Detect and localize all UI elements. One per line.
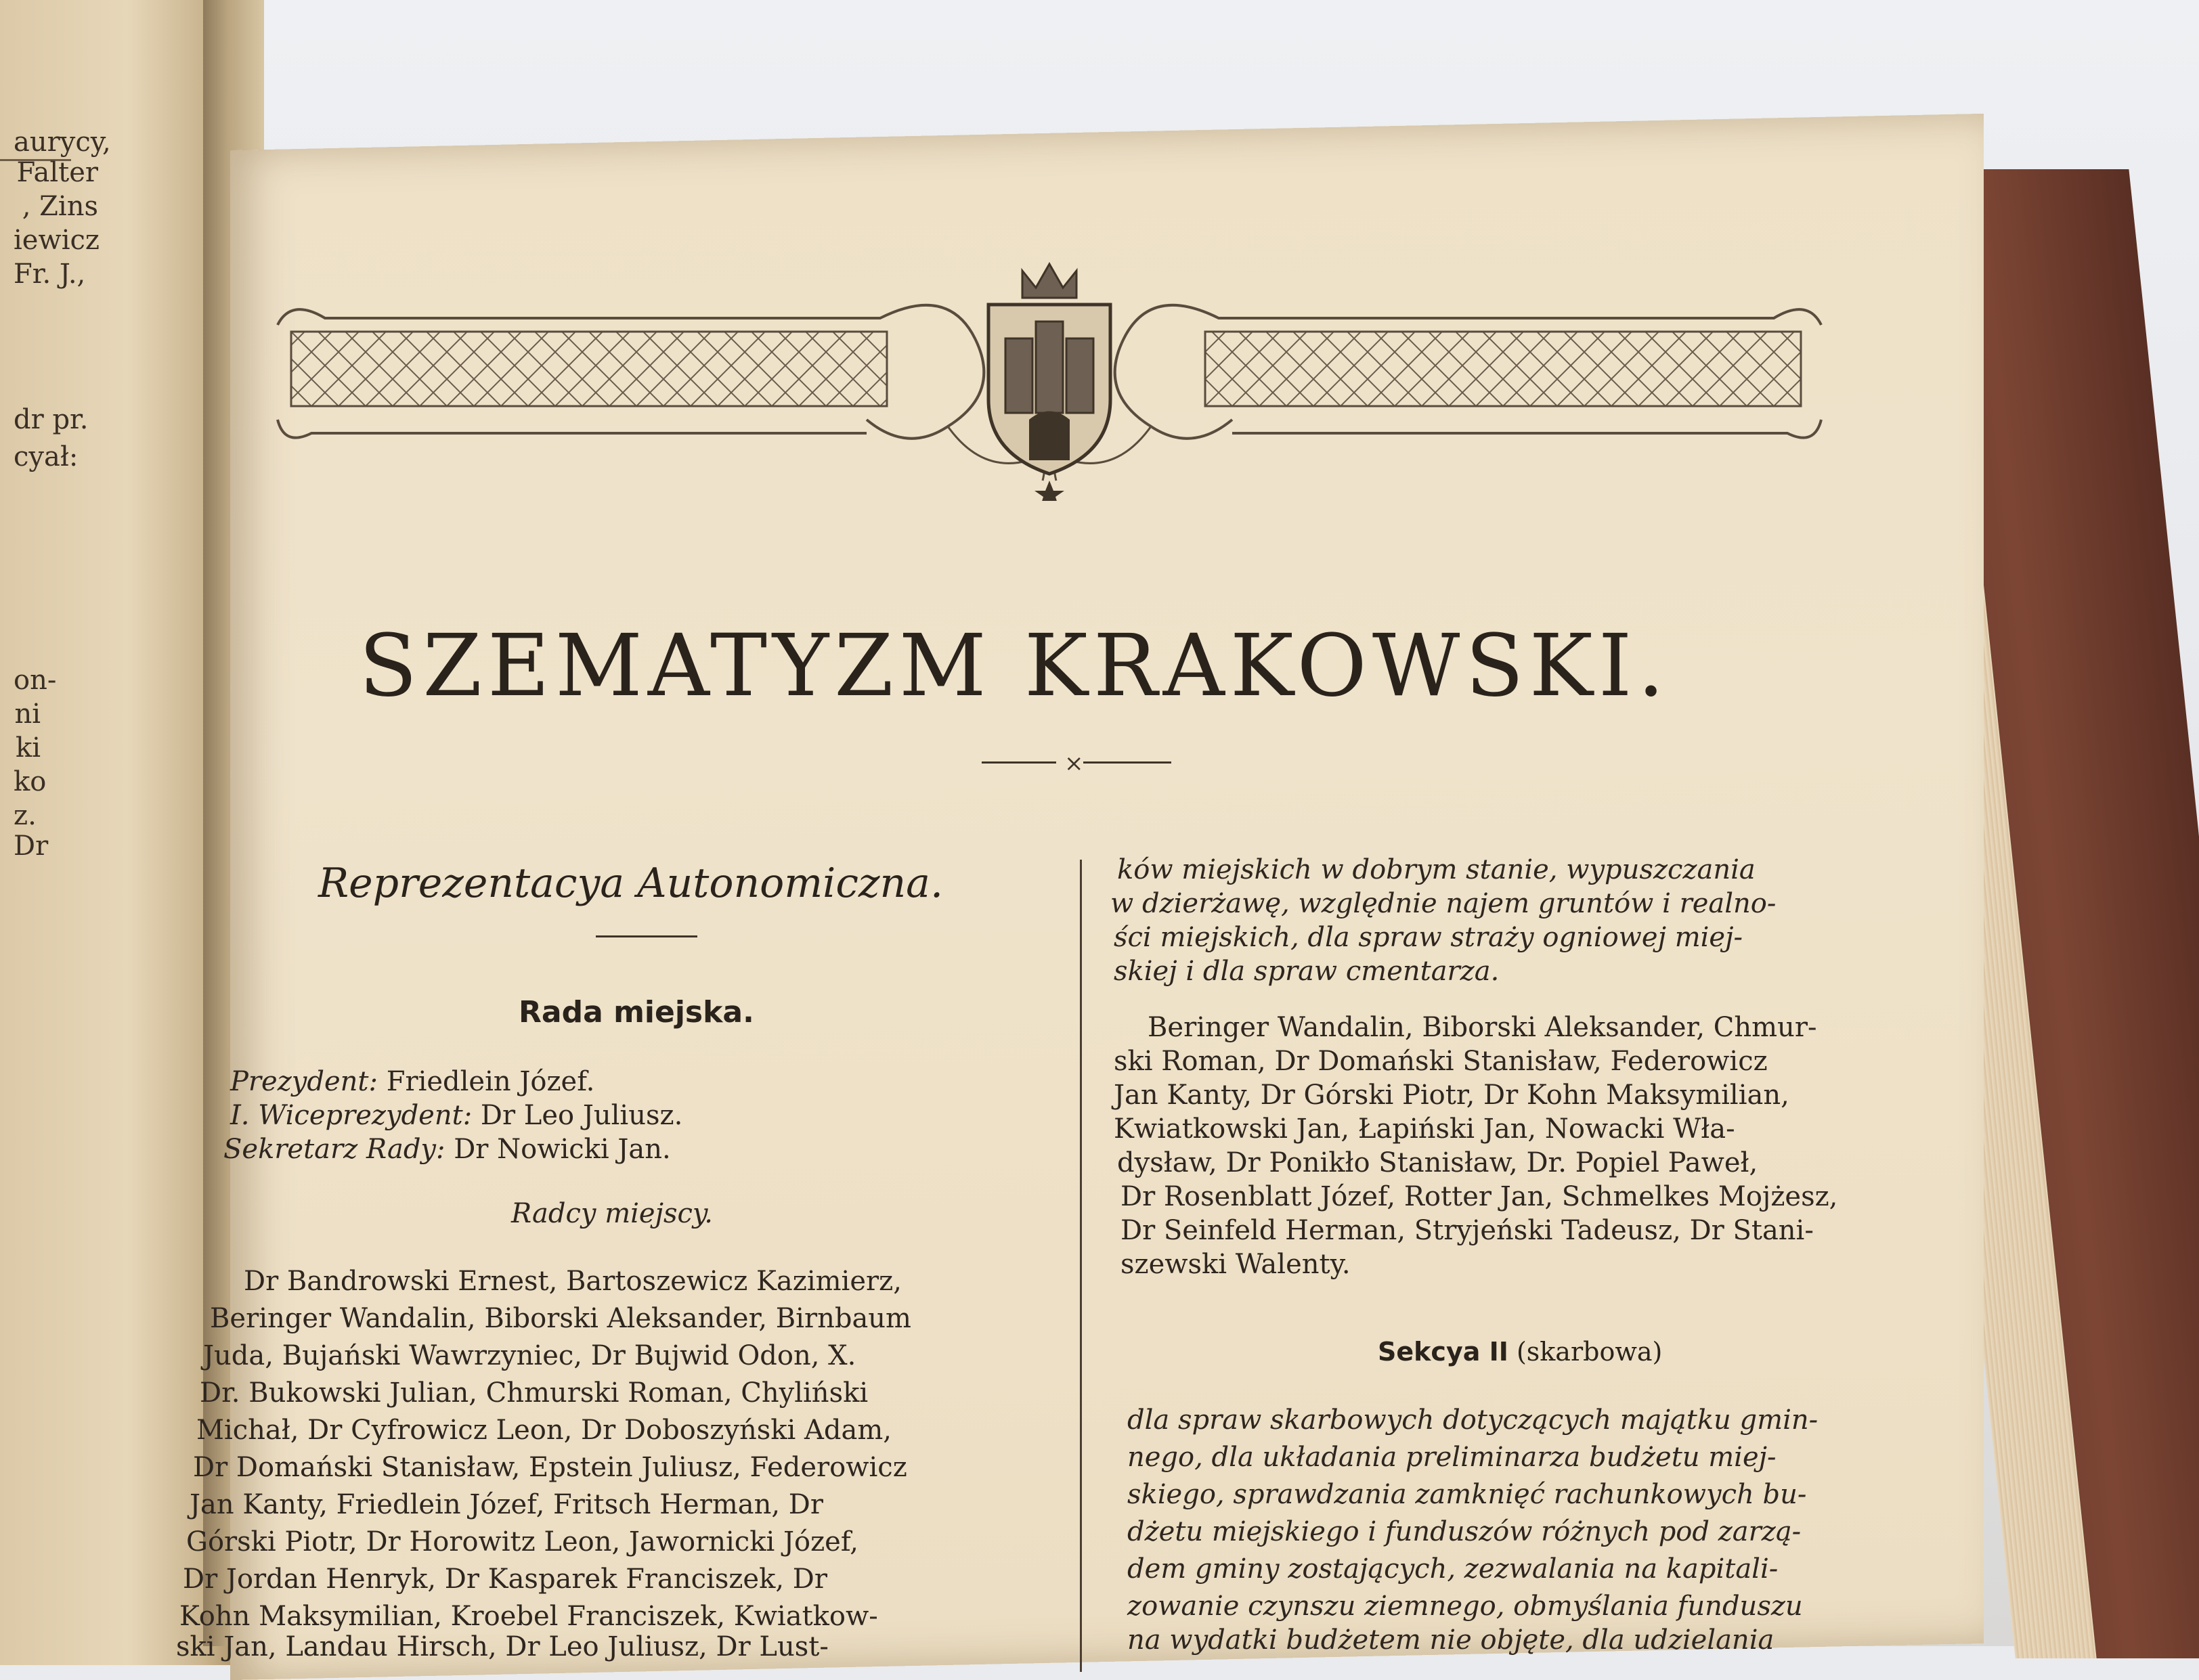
officer-name: Dr Nowicki Jan. bbox=[454, 1134, 671, 1165]
sekcya-line: nego, dla układania preliminarza budżetu miej- bbox=[1127, 1442, 1777, 1473]
left-lattice-band bbox=[278, 305, 1045, 481]
left-line: Falter bbox=[16, 157, 98, 188]
ornamental-header bbox=[271, 257, 1828, 501]
councillors-line: Dr Jordan Henryk, Dr Kasparek Franciszek, Dr bbox=[183, 1564, 827, 1595]
section-rule bbox=[596, 935, 697, 937]
members-line: ski Roman, Dr Domański Stanisław, Federowicz bbox=[1114, 1046, 1768, 1077]
left-line: ki bbox=[15, 732, 41, 764]
sekcya-line: dla spraw skarbowych dotyczących majątku gmin- bbox=[1127, 1405, 1819, 1436]
officer-role: Prezydent: bbox=[230, 1066, 378, 1097]
sekcya-line: dem gminy zostających, zezwalania na kapitali- bbox=[1127, 1553, 1779, 1585]
members-line: Kwiatkowski Jan, Łapiński Jan, Nowacki Wła- bbox=[1114, 1113, 1735, 1145]
sekcya-line: na wydatki budżetem nie objęte, dla udzielania bbox=[1127, 1624, 1775, 1656]
members-line: Jan Kanty, Dr Górski Piotr, Dr Kohn Maksymilian, bbox=[1114, 1080, 1789, 1111]
councillors-line: Juda, Bujański Wawrzyniec, Dr Bujwid Odon, X. bbox=[203, 1340, 856, 1371]
councillors-line: Górski Piotr, Dr Horowitz Leon, Jawornicki Józef, bbox=[186, 1526, 858, 1557]
sekcya-label: Sekcya II bbox=[1378, 1337, 1508, 1367]
officer-role: Sekretarz Rady: bbox=[223, 1134, 445, 1165]
left-line: Fr. J., bbox=[14, 259, 86, 290]
councillors-heading: Radcy miejscy. bbox=[511, 1198, 713, 1229]
members-line: szewski Walenty. bbox=[1120, 1249, 1351, 1280]
column-divider bbox=[1080, 860, 1082, 1672]
sekcya-line: dżetu miejskiego i funduszów różnych pod zarzą- bbox=[1127, 1516, 1802, 1547]
council-title: Rada miejska. bbox=[519, 995, 754, 1030]
title-divider-mark: × bbox=[1064, 750, 1084, 777]
sekcya-heading bbox=[1378, 1337, 1662, 1367]
officer-row bbox=[230, 1066, 594, 1097]
officer-role: I. Wiceprezydent: bbox=[230, 1100, 473, 1131]
title-rule-left bbox=[982, 761, 1056, 764]
sekcya-line: zowanie czynszu ziemnego, obmyślania funduszu bbox=[1127, 1591, 1803, 1622]
councillors-line: Michał, Dr Cyfrowicz Leon, Dr Doboszyński Adam, bbox=[196, 1415, 892, 1446]
members-line: Dr Seinfeld Herman, Stryjeński Tadeusz, Dr Stani- bbox=[1120, 1215, 1814, 1246]
councillors-line: Dr Domański Stanisław, Epstein Juliusz, Federowicz bbox=[193, 1452, 907, 1483]
sekcya-line: skiego, sprawdzania zamknięć rachunkowych bu- bbox=[1127, 1479, 1807, 1510]
left-line: ni bbox=[14, 699, 41, 730]
intro-line: w dzierżawę, względnie najem gruntów i realno- bbox=[1110, 888, 1777, 919]
left-line: cyał: bbox=[14, 441, 79, 472]
members-line: dysław, Dr Ponikło Stanisław, Dr. Popiel Paweł, bbox=[1117, 1147, 1758, 1178]
left-line: dr pr. bbox=[14, 404, 89, 435]
left-line: Dr bbox=[14, 831, 49, 862]
intro-line: ków miejskich w dobrym stanie, wypuszczania bbox=[1117, 854, 1756, 885]
officer-name: Dr Leo Juliusz. bbox=[480, 1100, 683, 1131]
intro-line: ści miejskich, dla spraw straży ogniowej miej- bbox=[1114, 922, 1743, 953]
officer-row bbox=[223, 1134, 671, 1165]
members-line: Dr Rosenblatt Józef, Rotter Jan, Schmelkes Mojżesz, bbox=[1120, 1181, 1838, 1212]
left-line: ko bbox=[14, 766, 47, 797]
right-lattice-band bbox=[1055, 305, 1822, 481]
left-line: aurycy, bbox=[14, 127, 111, 158]
left-line: , Zins bbox=[22, 191, 98, 222]
krakow-coat-of-arms-icon bbox=[988, 264, 1110, 501]
officer-name: Friedlein Józef. bbox=[386, 1066, 595, 1097]
left-line: z. bbox=[14, 800, 37, 831]
title-rule-right bbox=[1083, 761, 1171, 764]
councillors-line: Dr Bandrowski Ernest, Bartoszewicz Kazimierz, bbox=[244, 1266, 902, 1297]
councillors-line: Dr. Bukowski Julian, Chmurski Roman, Chyliński bbox=[200, 1377, 869, 1409]
councillors-line: Kohn Maksymilian, Kroebel Franciszek, Kwiatkow- bbox=[179, 1601, 878, 1632]
councillors-line: Beringer Wandalin, Biborski Aleksander, Birnbaum bbox=[210, 1303, 911, 1334]
sekcya-note: (skarbowa) bbox=[1516, 1337, 1663, 1367]
officer-row bbox=[230, 1100, 682, 1131]
page-title: SZEMATYZM KRAKOWSKI. bbox=[359, 616, 1670, 715]
left-line: iewicz bbox=[14, 225, 100, 256]
section-title: Reprezentacya Autonomiczna. bbox=[318, 860, 944, 907]
left-line: on- bbox=[14, 665, 57, 696]
councillors-line: ski Jan, Landau Hirsch, Dr Leo Juliusz, Dr Lust- bbox=[176, 1631, 829, 1662]
members-line: Beringer Wandalin, Biborski Aleksander, Chmur- bbox=[1148, 1012, 1817, 1043]
councillors-line: Jan Kanty, Friedlein Józef, Fritsch Herman, Dr bbox=[190, 1489, 823, 1520]
intro-line: skiej i dla spraw cmentarza. bbox=[1114, 956, 1500, 987]
